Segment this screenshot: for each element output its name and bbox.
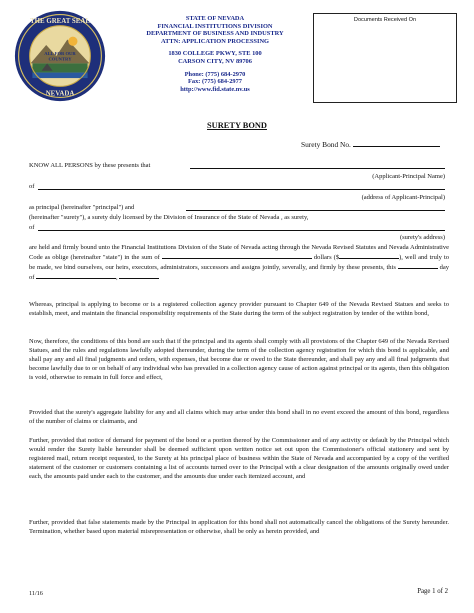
nevada-state-seal — [14, 10, 106, 102]
p1-text-a: are held and firmly bound unto the Financial Institutions Division of the State of Nevada acting through the Nevada Revised Statutes and Nevada Administrative Code as oblige (hereinafter "state") in the sum of — [29, 244, 449, 261]
address-line: CARSON CITY, NV 89706 — [178, 57, 252, 65]
agency-line: DEPARTMENT OF BUSINESS AND INDUSTRY — [146, 30, 284, 38]
bond-paragraph-1 — [29, 244, 449, 283]
of-label: of — [29, 183, 35, 190]
amount-number-line[interactable] — [339, 253, 399, 259]
of-label-2: of — [29, 224, 35, 231]
surety-name-line[interactable] — [186, 210, 445, 211]
day-line[interactable] — [398, 263, 438, 269]
documents-received-label: Documents Received On — [353, 17, 417, 23]
agency-line: ATTN: APPLICATION PROCESSING — [160, 37, 270, 45]
document-title: SURETY BOND — [207, 121, 267, 130]
agency-contact — [120, 71, 310, 94]
month-line[interactable] — [36, 273, 116, 279]
website-link[interactable]: http://www.fid.state.nv.us — [180, 85, 250, 93]
phone-number: Phone: (775) 684-2970 — [184, 70, 246, 78]
p1-dollars: dollars ($ — [313, 253, 340, 261]
agency-address — [120, 50, 310, 65]
surety-address-caption: (surety's address) — [399, 234, 445, 241]
bond-paragraph-3: Now, therefore, the conditions of this bond are such that if the principal and its agents shall comply with all provisions of the Chapter 649 of the Nevada Revised Statues, and the rules and regulations lawfully adopted thereunder, during the term of the collection agency registration for which this bond is applicable, and shall pay any and all final judgments and orders, with expenses, that become due or owed to the State thereunder, and shall pay any and all final judgments that become lawfully due to or on behalf of any individual who has prevailed in a collection agency cause of action against principal or its agents, then this obligation is void, otherwise to remain in full force and effect, — [29, 338, 449, 381]
documents-received-box[interactable] — [313, 13, 457, 103]
fax-number: Fax: (775) 684-2977 — [188, 78, 242, 86]
applicant-address-caption: (address of Applicant-Principal) — [361, 194, 445, 201]
year-line[interactable] — [119, 273, 159, 279]
form-revision: 11/16 — [29, 590, 43, 597]
agency-header — [120, 15, 310, 93]
surety-address-line[interactable] — [38, 230, 445, 231]
svg-text:NEVADA: NEVADA — [45, 90, 75, 98]
p1-day-of: day of — [29, 263, 449, 281]
agency-line: STATE OF NEVADA — [185, 15, 245, 22]
svg-text:COUNTRY: COUNTRY — [48, 56, 72, 62]
svg-text:ALL FOR OUR: ALL FOR OUR — [44, 51, 76, 57]
page-number: Page 1 of 2 — [417, 588, 448, 595]
surety-statement: (hereinafter "surety"), a surety duly licensed by the Division of Insurance of the State of Nevada , as surety, — [29, 214, 309, 221]
agency-line: FINANCIAL INSTITUTIONS DIVISION — [157, 22, 273, 30]
amount-words-line[interactable] — [162, 253, 312, 259]
applicant-address-line[interactable] — [38, 189, 445, 190]
address-line: 1830 COLLEGE PKWY, STE 100 — [168, 50, 262, 58]
bond-number-line[interactable] — [353, 140, 440, 147]
applicant-name-line[interactable] — [190, 168, 445, 169]
bond-paragraph-6: Further, provided that false statements made by the Principal in application for this bond shall not automatically cancel the obligations of the Surety hereunder. Termination, whether based upon material misrepresentation or otherwise, shall be only as herein provided, and — [29, 519, 449, 535]
applicant-name-caption: (Applicant-Principal Name) — [372, 173, 445, 180]
bond-paragraph-5: Further, provided that notice of demand for payment of the bond or a portion thereof by the Commissioner and of any activity or default by the Principal which would render the Surety liable hereunder shall be deemed sufficient upon written notice set out upon the Commissioner's official stationery and sent by registered mail, return receipt requested, to the Surety at his principal place of business within the State of Nevada and accompanied by a copy of the verified statement of the customer or customers containing a list of accounts turned over to the Principal with a clear designation of the amounts originally owed under each, the amounts paid under each to the customer, and the amounts due under each itemized account, and — [29, 437, 449, 480]
bond-number-field[interactable] — [301, 140, 440, 149]
bond-paragraph-2: Whereas, principal is applying to become or is a registered collection agency provider pursuant to Chapter 649 of the Nevada Revised Statues and seeks to establish, meet, and maintain the financial responsibility requirements of the State during the term of the subject registration by tender of the within bond, — [29, 301, 449, 317]
svg-text:THE GREAT SEAL: THE GREAT SEAL — [30, 17, 90, 25]
bond-paragraph-4: Provided that the surety's aggregate liability for any and all claims which may arise under this bond shall in no event exceed the amount of this bond, regardless of the number of claims or claimants, and — [29, 409, 449, 425]
as-principal-label: as principal (hereinafter "principal") and — [29, 204, 135, 211]
p1-text-b: ), well and truly to be made, we bind ourselves, our heirs, executors, administrators, successors and assigns jointly, severally, and firmly by these presents, this — [29, 253, 450, 271]
bond-number-label: Surety Bond No. — [301, 140, 351, 149]
know-all-label: KNOW ALL PERSONS by these presents that — [29, 162, 151, 169]
p1-comma: , — [116, 273, 118, 281]
